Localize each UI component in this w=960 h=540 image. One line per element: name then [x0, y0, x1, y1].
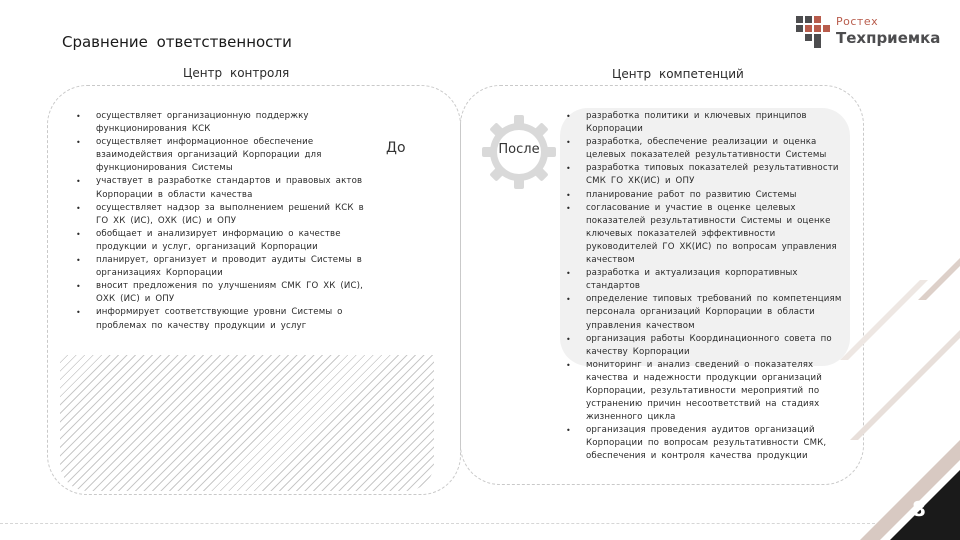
- list-item: [566, 359, 848, 424]
- logo-mark-icon: [796, 16, 830, 48]
- bullet-icon: •: [76, 256, 81, 266]
- list-item-text: разработка политики и ключевых принципов Корпорации: [586, 111, 807, 135]
- bullet-icon: •: [566, 112, 571, 121]
- bullet-icon: •: [566, 164, 571, 174]
- bullet-icon: •: [566, 426, 571, 436]
- list-item-text: согласование и участие в оценке целевых показателей результативности Системы и оценке ключевых показателей эффективности руководителей ГО ХК(ИС) по вопросам управления качеством: [586, 202, 837, 266]
- after-label: После: [498, 142, 540, 157]
- list-item-text: информирует соответствующие уровни Системы о проблемах по качеству продукции и услуг: [96, 307, 343, 331]
- list-item-text: осуществляет информационное обеспечение взаимодействия организаций Корпорации для функционирования Системы: [96, 137, 322, 174]
- list-item: [76, 110, 376, 136]
- logo-text-bottom: Техприемка: [836, 29, 941, 47]
- list-item-text: организация работы Координационного совета по качеству Корпорации: [586, 333, 832, 357]
- right-column-heading: Центр компетенций: [612, 67, 744, 81]
- list-item-text: участвует в разработке стандартов и правовых актов Корпорации в области качества: [96, 176, 363, 200]
- list-item-text: осуществляет организационную поддержку функционирования КСК: [96, 111, 309, 135]
- hatched-area: [60, 355, 434, 491]
- list-item: [76, 202, 376, 228]
- list-item: [76, 254, 376, 280]
- list-item-text: разработка, обеспечение реализации и оценка целевых показателей результативности Системы: [586, 137, 827, 161]
- bullet-icon: •: [76, 177, 81, 187]
- after-gear: [480, 113, 558, 191]
- bullet-icon: •: [76, 203, 81, 213]
- list-item: [566, 136, 848, 162]
- list-item: [76, 228, 376, 254]
- list-item: [566, 110, 848, 136]
- list-item-text: определение типовых требований по компетенциям персонала организаций Корпорации в области управления качеством: [586, 294, 842, 331]
- bottom-divider: [0, 523, 880, 524]
- bullet-icon: •: [76, 138, 81, 148]
- list-item-text: разработка типовых показателей результативности СМК ГО ХК(ИС) и ОПУ: [586, 163, 839, 187]
- list-item-text: организация проведения аудитов организаций Корпорации по вопросам результативности СМК, обеспечения и контроля качества продукции: [586, 425, 827, 462]
- list-item-text: мониторинг и анализ сведений о показателях качества и надежности продукции организаций Корпорации, результативности мероприятий по устранению причин несоответствий на стадиях жизненного цикла: [586, 359, 823, 423]
- list-item-text: планирует, организует и проводит аудиты Системы в организациях Корпорации: [96, 255, 362, 279]
- list-item-text: осуществляет надзор за выполнением решений КСК в ГО ХК (ИС), ОХК (ИС) и ОПУ: [96, 202, 364, 226]
- bullet-icon: •: [566, 138, 571, 148]
- list-item: [76, 136, 376, 175]
- control-center-list: [76, 110, 376, 333]
- bullet-icon: •: [76, 112, 81, 121]
- list-item-text: вносит предложения по улучшениям СМК ГО ХК (ИС), ОХК (ИС) и ОПУ: [96, 281, 364, 305]
- corner-decoration: [840, 0, 960, 540]
- bullet-icon: •: [76, 308, 81, 318]
- list-item: [76, 306, 376, 332]
- bullet-icon: •: [566, 190, 571, 200]
- bullet-icon: •: [566, 360, 571, 370]
- list-item: [566, 162, 848, 188]
- list-item-text: планирование работ по развитию Системы: [586, 189, 797, 200]
- bullet-icon: •: [76, 282, 81, 292]
- list-item: [566, 189, 848, 202]
- page-number: 8: [912, 497, 926, 521]
- list-item-text: разработка и актуализация корпоративных стандартов: [586, 268, 798, 292]
- bullet-icon: •: [566, 269, 571, 279]
- competence-center-list: [566, 110, 848, 464]
- bullet-icon: •: [566, 295, 571, 305]
- bullet-icon: •: [566, 334, 571, 344]
- before-label: До: [386, 140, 406, 156]
- list-item: [566, 424, 848, 463]
- list-item: [76, 280, 376, 306]
- bullet-icon: •: [76, 229, 81, 239]
- page-title: Сравнение ответственности: [62, 33, 292, 51]
- logo-text-top: Ростех: [836, 15, 879, 28]
- list-item: [566, 267, 848, 293]
- list-item: [76, 175, 376, 201]
- bullet-icon: •: [566, 203, 571, 213]
- list-item: [566, 333, 848, 359]
- left-column-heading: Центр контроля: [183, 66, 290, 80]
- list-item-text: обобщает и анализирует информацию о качестве продукции и услуг, организаций Корпорации: [96, 228, 341, 252]
- list-item: [566, 293, 848, 332]
- list-item: [566, 202, 848, 267]
